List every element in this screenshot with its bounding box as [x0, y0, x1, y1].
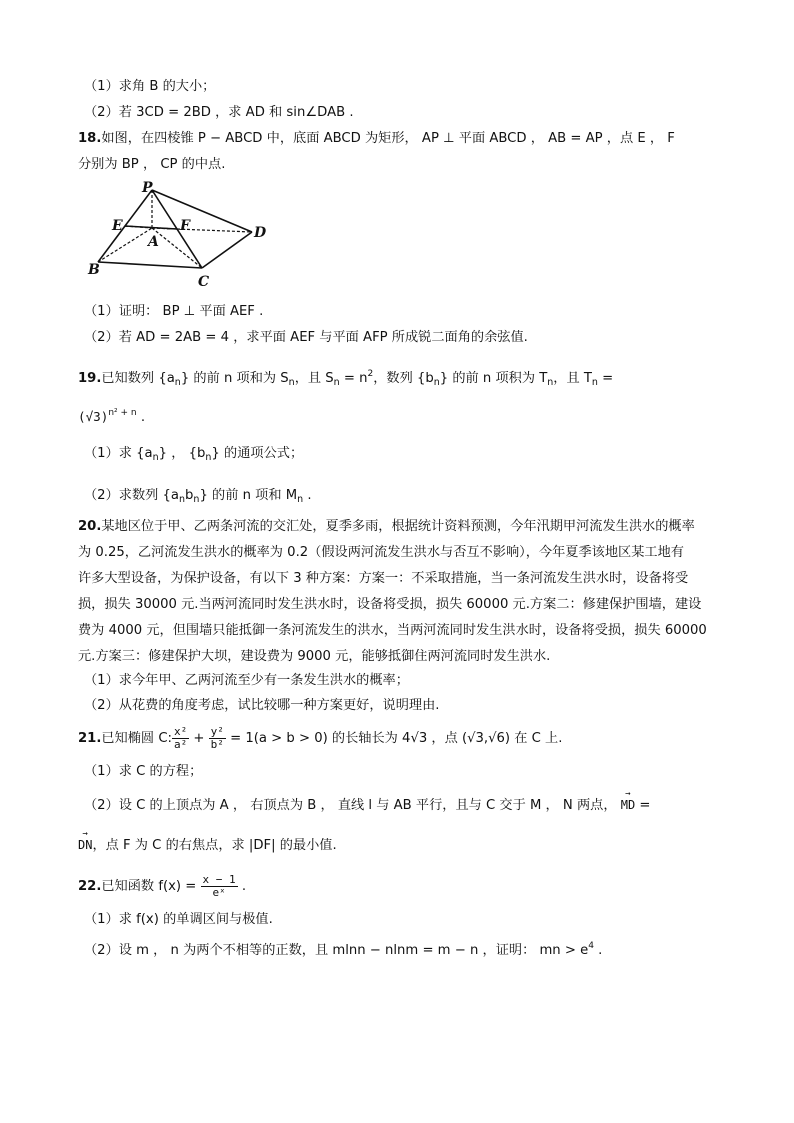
- q18-part2: （2）若 AD = 2AB = 4 ，求平面 AEF 与平面 AFP 所成锐二面角的余弦值.: [84, 330, 528, 345]
- label-d: D: [254, 225, 267, 241]
- q20-stem-line4: 损，损失 30000 元.当两河流同时发生洪水时，设备将受损，损失 60000 元.方案二：修建保护围墙，建设: [78, 597, 702, 612]
- q20-stem-line1: 20.某地区位于甲、乙两条河流的交汇处，夏季多雨，根据统计资料预测，今年汛期甲河流发生洪水的概率: [78, 519, 695, 534]
- vector-dn: → DN: [78, 836, 92, 854]
- q19-stem-line1: 19.已知数列 $\{a_n\}$ 的前 n 项和为 $S_n$，且 $S_n = n^2$，数列 $\{b_n\}$ 的前 n 项积为 $T_n$，且 $T_n$ =: [78, 369, 614, 388]
- q20-stem-line5: 费为 4000 元，但围墙只能抵御一条河流发生的洪水，当两河流同时发生洪水时，设备将受损，损失 60000: [78, 623, 707, 638]
- q20-stem-line3: 许多大型设备，为保护设备，有以下 3 种方案：方案一：不采取措施，当一条河流发生洪水时，设备将受: [78, 571, 689, 586]
- q20-stem-line6: 元.方案三：修建保护大坝，建设费为 9000 元，能够抵御住两河流同时发生洪水.: [78, 649, 551, 664]
- q22-part1: （1）求 f(x) 的单调区间与极值.: [84, 912, 273, 927]
- q19-stem-line2: $(√3)^{n^2 + n}$ .: [78, 408, 146, 425]
- q21-part1: （1）求 C 的方程；: [84, 764, 203, 779]
- pyramid-figure: [84, 180, 274, 292]
- q18-part1: （1）证明： BP ⊥ 平面 AEF .: [84, 304, 264, 319]
- label-c: C: [198, 274, 210, 290]
- q20-part1: （1）求今年甲、乙两河流至少有一条发生洪水的概率；: [84, 673, 409, 688]
- q19-part2: （2）求数列 $\{a_nb_n\}$ 的前 n 项和 $M_n$ .: [84, 488, 312, 505]
- q22-part2: （2）设 m ， n 为两个不相等的正数，且 mlnn − nlnm = m − n ，证明： mn > $e^4$ .: [84, 941, 603, 958]
- label-p: P: [142, 180, 153, 196]
- label-f: F: [180, 218, 190, 234]
- q17-part1: （1）求角 B 的大小；: [84, 79, 216, 94]
- q21-part2-line2: → DN，点 F 为 C 的右焦点，求 |DF| 的最小值.: [78, 836, 337, 855]
- q18-stem-line1: 18.如图，在四棱锥 P − ABCD 中，底面 ABCD 为矩形， AP ⊥ 平面 ABCD ， AB = AP ，点 E ， F: [78, 131, 675, 146]
- q21-part2-line1: （2）设 C 的上顶点为 A ， 右顶点为 B ， 直线 l 与 AB 平行，且与 C 交于 M ， N 两点， → MD =: [84, 796, 650, 815]
- label-a: A: [148, 234, 159, 250]
- q19-part1: （1）求 $\{a_n\}$ ， $\{b_n\}$ 的通项公式；: [84, 446, 304, 463]
- q20-stem-line2: 为 0.25，乙河流发生洪水的概率为 0.2（假设两河流发生洪水与否互不影响），今年夏季该地区某工地有: [78, 545, 684, 560]
- q22-stem: 22.已知函数 f(x) = $\frac{x - 1}{\text{eˣ}}$ .: [78, 872, 247, 899]
- fraction-y2-b2: $\frac{\text{y²}}{\text{b²}}$: [210, 724, 224, 751]
- q18-number: 18.: [78, 131, 102, 146]
- q21-stem: 21.已知椭圆 C: $\frac{\text{x²}}{\text{a²}}$ + $\frac{\text{y²}}{\text{b²}}$ = 1(a > b > 0) 的长轴长为 4√3 ，点 (√3,√6) 在 C 上.: [78, 724, 563, 751]
- q20-part2: （2）从花费的角度考虑，试比较哪一种方案更好，说明理由.: [84, 698, 440, 713]
- vector-md: → MD: [621, 796, 635, 814]
- label-e: E: [112, 218, 123, 234]
- label-b: B: [88, 262, 100, 278]
- q17-part2: （2）若 3CD = 2BD ，求 AD 和 sin∠DAB .: [84, 105, 354, 120]
- q18-stem-line2: 分别为 BP ， CP 的中点.: [78, 157, 226, 172]
- fraction-f: $\frac{x - 1}{\text{eˣ}}$: [202, 872, 236, 899]
- fraction-x2-a2: $\frac{\text{x²}}{\text{a²}}$: [173, 724, 188, 751]
